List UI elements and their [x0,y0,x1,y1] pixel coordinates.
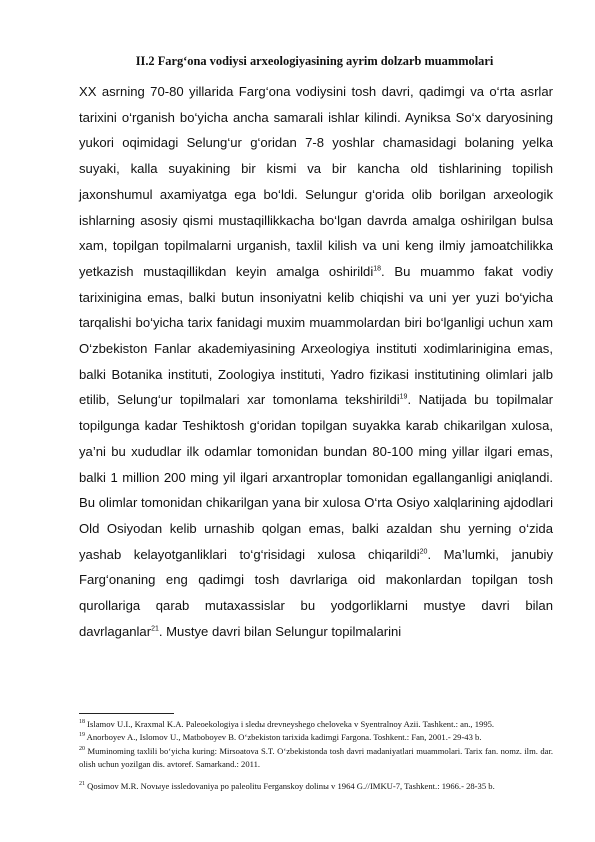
footnote-text: Anorboyev A., Islomov U., Matboboyev B. O‘zbekiston tarixida kadimgi Fargona. Toshkent.: Fan, 2001.- 29-43 b. [85,732,482,743]
footnote-separator [79,713,174,714]
section-title: II.2 Farg‘ona vodiysi arxeologiyasining ayrim dolzarb muammolari [135,54,494,68]
body-text-segment: . Natijada bu topilmalar topilgunga kadar Teshiktosh g‘oridan topilgan suyakka karab chikarilgan xulosa, ya’ni bu xududlar ilk odamlar tomonidan bundan 80-100 ming yillar ilgari emas, balki 1 million 200 ming yil ilgari arxantroplar tomonidan egallanganligi aniqlandi. Bu olimlar tomonidan chikarilgan yana bir xulosa O‘rta Osiyo xalqlarining ajdodlari Old Osiyodan kelib urnashib qolgan emas, balki azaldan shu yerning o‘zida yashab kelayotganliklari to‘g‘risidagi xulosa chiqarildi [79,392,553,562]
footnote [79,745,553,772]
body-text-segment: . Bu muammo fakat vodiy tarixinigina emas, balki butun insoniyatni kelib chiqishi va uni yer yuzi bo‘yicha tarqalishi bo‘yicha tarix fanidagi muxim muammolardan biri bo‘lganligi uchun xam O‘zbekiston Fanlar akademiyasining Arxeologiya instituti xodimlarinigina emas, balki Botanika instituti, Zoologiya instituti, Yadro fizikasi institutining olimlari jalb etilib, Selung‘ur topilmalari xar tomonlama tekshirildi [79,263,553,408]
footnote-number: 21 [79,780,85,787]
footnote-number: 18 [79,719,85,726]
footnotes [79,718,553,793]
footnote-text: Islamov U.I., Kraxmal K.A. Paleoekologiya i sledы drevneyshego cheloveka v Syentralnoy Azii. Tashkent.: an., 1995. [85,719,495,729]
footnote-ref[interactable]: 18 [373,265,382,273]
body-text-segment: . Ma’lumki, janubiy Farg‘onaning eng qadimgi tosh davrlariga oid makonlardan topilgan tosh qurollariga qarab mutaxassislar bu yodgorliklarni mustye davri bilan davrlaganlar [79,546,553,639]
footnote [79,780,553,793]
body-text-segment: XX asrning 70-80 yillarida Farg‘ona vodiysini tosh davri, qadimgi va o‘rta asrlar tarixini o‘rganish bo‘yicha ancha samarali ishlar kilindi. Ayniksa So‘x daryosining yukori oqimidagi Selung‘ur g‘oridan 7-8 yoshlar chamasidagi bolaning yelka suyaki, kalla suyakining bir kismi va bir kancha old tishlarining topilish jaxonshumul axamiyatga ega bo‘ldi. Selungur g‘orida olib borilgan arxeologik ishlarning asosiy qismi mustaqillikkacha bo‘lgan davrda amalga oshirilgan bulsa xam, topilgan topilmalarni urganish, taxlil kilish va uni keng ilmiy jamoatchilikka yetkazish mustaqillikdan keyin amalga oshirildi [79,84,553,279]
footnote-text: Muminoming taxlili bo‘yicha kuring: Mirsoatova S.T. O‘zbekistonda tosh davri madaniyatlari muammolari. Tarix fan. nomz. ilm. dar. olish uchun yozilgan dis. avtoref. Samarkand.: 2011. [79,745,553,770]
footnote-ref[interactable]: 19 [399,394,408,402]
footnote [79,718,553,731]
body-paragraph [79,79,553,644]
footnote-ref[interactable]: 20 [419,548,428,556]
footnote-number: 20 [79,745,85,752]
body-text-segment: . Mustye davri bilan Selungur topilmalarini [158,623,402,639]
footnote [79,731,553,744]
footnote-text: Qosimov M.R. Novыye issledovaniya po paleolitu Ferganskoy dolinы v 1964 G.//IMKU-7, Tashkent.: 1966.- 28-35 b. [85,780,495,791]
footnote-ref[interactable]: 21 [151,625,159,633]
footnote-number: 19 [79,732,85,739]
